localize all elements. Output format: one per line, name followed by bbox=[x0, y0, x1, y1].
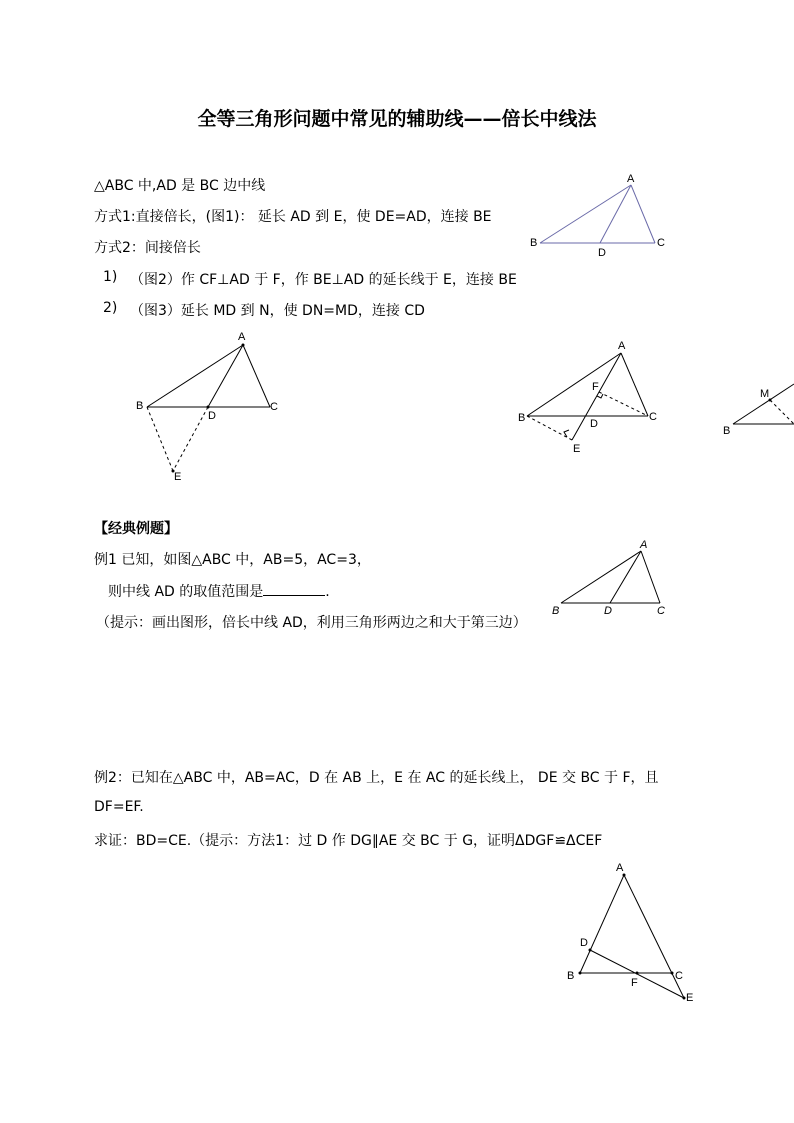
ex1-question: 则中线 AD 的取值范围是 bbox=[108, 584, 264, 600]
answer-blank bbox=[263, 583, 325, 596]
ex2-label-F: F bbox=[631, 977, 638, 989]
page-title: 全等三角形问题中常见的辅助线——倍长中线法 bbox=[197, 108, 597, 130]
fig1-label-E: E bbox=[174, 471, 182, 483]
ex2-line1: 例2：已知在△ABC 中，AB=AC，D 在 AB 上，E 在 AC 的延长线上， DE 交 BC 于 F，且 bbox=[94, 770, 659, 786]
ex2-label-E: E bbox=[686, 992, 694, 1004]
label-D: D bbox=[598, 247, 606, 259]
method2-text: 方式2：间接倍长 bbox=[94, 240, 201, 256]
fig2-label-E: E bbox=[573, 443, 581, 455]
ex1-line1: 例1 已知，如图△ABC 中，AB=5，AC=3， bbox=[94, 552, 371, 568]
fig2-label-B: B bbox=[518, 412, 526, 424]
ex1-line2 bbox=[108, 581, 330, 601]
fig3-label-M: M bbox=[760, 388, 770, 400]
fig1-label-A: A bbox=[238, 331, 246, 343]
item2-number: 2) bbox=[103, 300, 118, 316]
ex2-line2: DF=EF. bbox=[94, 799, 144, 815]
label-A: A bbox=[627, 173, 635, 185]
ex1-period: . bbox=[325, 584, 330, 600]
fig2-label-D: D bbox=[590, 418, 598, 430]
ex2-label-C: C bbox=[675, 970, 683, 982]
intro-line: △ABC 中,AD 是 BC 边中线 bbox=[94, 178, 266, 194]
fig2-label-A: A bbox=[618, 340, 626, 352]
fig3-label-B: B bbox=[723, 425, 731, 437]
fig2-label-C: C bbox=[649, 411, 657, 423]
fig1-label-D: D bbox=[208, 410, 216, 422]
ex1-label-C: C bbox=[657, 605, 665, 617]
classic-heading: 【经典例题】 bbox=[94, 521, 178, 537]
ex2-label-D: D bbox=[580, 937, 588, 949]
fig2-label-F: F bbox=[592, 381, 599, 393]
item1-text: （图2）作 CF⊥AD 于 F，作 BE⊥AD 的延长线于 E，连接 BE bbox=[130, 272, 517, 288]
ex2-line3: 求证：BD=CE.（提示：方法1：过 D 作 DG∥AE 交 BC 于 G，证明ΔDGF≌ΔCEF bbox=[94, 833, 603, 849]
ex1-label-B: B bbox=[552, 605, 560, 617]
item2-text: （图3）延长 MD 到 N，使 DN=MD，连接 CD bbox=[130, 303, 425, 319]
ex2-label-A: A bbox=[616, 862, 624, 874]
fig1-label-C: C bbox=[270, 401, 278, 413]
fig1-label-B: B bbox=[136, 400, 144, 412]
ex2-label-B: B bbox=[567, 970, 575, 982]
method1-text: 方式1:直接倍长，(图1)： 延长 AD 到 E，使 DE=AD，连接 BE bbox=[94, 209, 492, 225]
ex1-label-D: D bbox=[604, 605, 612, 617]
item1-number: 1) bbox=[103, 269, 118, 285]
ex1-label-A: A bbox=[640, 539, 648, 551]
label-B: B bbox=[530, 237, 538, 249]
ex1-hint: （提示：画出图形，倍长中线 AD，利用三角形两边之和大于第三边） bbox=[96, 615, 527, 631]
label-C: C bbox=[657, 237, 665, 249]
